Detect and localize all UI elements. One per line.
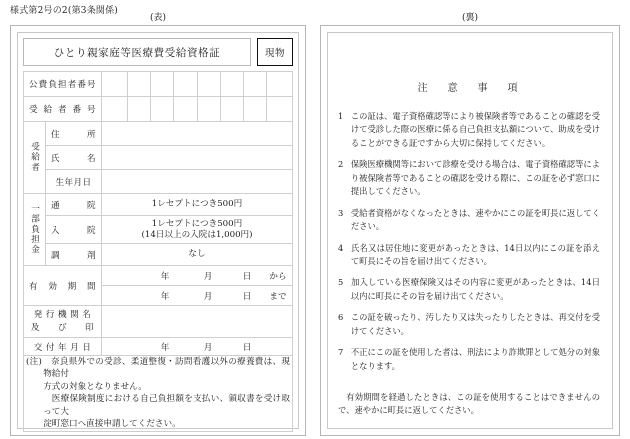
table-row-inpatient — [24, 216, 293, 244]
notice-item-number: 5 — [338, 277, 344, 288]
notice-tail: 有効期間を経過したときは、この証を使用することはできませんので、速やかに町長に返してください。 — [338, 392, 600, 416]
number-cell[interactable] — [104, 97, 127, 121]
issuer-value[interactable] — [102, 306, 293, 338]
number-cell[interactable] — [174, 97, 197, 121]
table-row-recipient-number — [24, 97, 293, 122]
table-row-dispensing — [24, 244, 293, 266]
notice-item-number: 3 — [338, 207, 344, 218]
footnote-line-4: 淀町窓口へ直接申請してください。 — [43, 419, 181, 430]
notice-item — [338, 158, 602, 198]
number-cell[interactable] — [244, 72, 267, 96]
number-cell[interactable] — [151, 97, 174, 121]
number-cell[interactable] — [197, 97, 220, 121]
from-token: から — [269, 271, 287, 282]
notice-item-text: この証は、電子資格確認等により被保険者等であることの確認を受けて受診した際の医療に係る自己負担支払額について、助成を受けることができる証ですから大切に保持してください。 — [350, 111, 600, 148]
table-row-valid-from — [24, 266, 293, 286]
number-cell[interactable] — [267, 72, 290, 96]
issue-date-label: 交 付 年 月 日 — [24, 338, 102, 356]
number-cell[interactable] — [127, 97, 150, 121]
table-row-issuer — [24, 306, 293, 338]
day-token: 日 — [242, 291, 252, 302]
notice-item-number: 4 — [338, 242, 344, 253]
number-cell[interactable] — [104, 72, 127, 96]
table-row-name — [24, 146, 293, 170]
outpatient-label: 通 院 — [46, 194, 102, 216]
notice-title: 注 意 事 項 — [417, 83, 523, 94]
issuer-label-line1: 発 行 機 関 名 — [33, 309, 92, 320]
valid-period-to[interactable] — [102, 286, 293, 306]
certificate-title: ひとり親家庭等医療費受給資格証 — [23, 38, 251, 66]
valid-period-from[interactable] — [102, 266, 293, 286]
month-token: 月 — [203, 271, 213, 282]
dispensing-value: なし — [102, 244, 293, 266]
table-row-address — [24, 122, 293, 146]
table-row-issue-date — [24, 338, 293, 356]
birthdate-value[interactable] — [102, 170, 293, 194]
issuer-label — [24, 306, 102, 338]
table-row-outpatient — [24, 194, 293, 216]
address-label: 住 所 — [46, 122, 102, 146]
notice-item-number: 2 — [338, 159, 344, 170]
notice-item — [338, 311, 602, 338]
notice-item-number: 6 — [338, 312, 344, 323]
notice-item-text: 受給者資格がなくなったときは、速やかにこの証を町長に返してください。 — [350, 207, 600, 232]
recipient-number-cells[interactable] — [102, 97, 293, 122]
recipient-group-label: 受給者 — [24, 122, 46, 194]
birthdate-label: 生年月日 — [46, 170, 102, 194]
notice-item — [338, 110, 602, 150]
inpatient-value — [102, 216, 293, 244]
footnote — [24, 356, 293, 432]
benefit-type-stamp: 現物 — [257, 38, 293, 66]
issue-date-value[interactable] — [102, 338, 293, 356]
name-label: 氏 名 — [46, 146, 102, 170]
notice-item-number: 1 — [338, 111, 344, 121]
inpatient-value-line2: (14日以上の入院は1,000円) — [141, 229, 253, 240]
notice-item — [338, 276, 602, 303]
number-cell[interactable] — [174, 72, 197, 96]
inpatient-value-line1: 1レセプトにつき500円 — [151, 218, 243, 229]
day-token: 日 — [242, 271, 252, 282]
number-cell[interactable] — [220, 97, 243, 121]
inpatient-label: 入 院 — [46, 216, 102, 244]
notice-item — [338, 207, 602, 234]
month-token: 月 — [203, 342, 213, 353]
number-cell[interactable] — [197, 72, 220, 96]
footnote-line-1: (注) 奈良県外での受診、柔道整復・訪問看護以外の療養費は、現物給付 — [26, 357, 290, 380]
back-card-outer — [320, 25, 620, 436]
notice-item-text: 不正にこの証を使用した者は、刑法により詐欺罪として処分の対象となります。 — [350, 347, 600, 371]
number-cell[interactable] — [220, 72, 243, 96]
year-token: 年 — [160, 342, 170, 353]
copay-group-label: 一部負担金 — [24, 194, 46, 266]
back-sheet — [320, 12, 620, 436]
year-token: 年 — [160, 291, 170, 302]
recipient-number-label: 受 給 者 番 号 — [24, 97, 102, 122]
footnote-line-3: 医療保険制度における自己負担額を支払い、領収書を受け取って大 — [43, 394, 290, 417]
form-number: 様式第2号の2(第3条関係) — [10, 6, 119, 16]
table-row-footnote — [24, 356, 293, 432]
notice-item-text: 保険医療機関等において診療を受ける場合は、電子資格確認等により被保険者等であることの確認を受ける際に、この証を必ず窓口に提出してください。 — [350, 159, 600, 197]
back-card-inner — [327, 32, 613, 429]
number-cell[interactable] — [151, 72, 174, 96]
front-card-inner — [17, 32, 299, 429]
front-sheet — [10, 12, 306, 436]
footnote-line-2: 方式の対象となりません。 — [43, 381, 147, 392]
front-side-label: (表) — [149, 13, 167, 23]
day-token: 日 — [242, 342, 252, 353]
number-cell[interactable] — [244, 97, 267, 121]
outpatient-value: 1レセプトにつき500円 — [102, 194, 293, 216]
to-token: まで — [269, 291, 287, 302]
front-card-outer — [10, 25, 306, 436]
issuer-label-line2: 及 び 印 — [31, 322, 94, 333]
certificate-table — [23, 71, 293, 432]
notice-item-text: この証を破ったり、汚したり又は失ったりしたときは、再交付を受けてください。 — [350, 312, 600, 336]
notice-item — [338, 346, 602, 373]
notice-item-number: 7 — [338, 347, 344, 358]
address-value[interactable] — [102, 122, 293, 146]
table-row-birthdate — [24, 170, 293, 194]
name-value[interactable] — [102, 146, 293, 170]
month-token: 月 — [203, 291, 213, 302]
year-token: 年 — [160, 271, 170, 282]
public-payer-number-label: 公費負担者番号 — [24, 72, 102, 97]
notice-item-text: 氏名又は居住地に変更があったときは、14日以内にこの証を添えて町長にその旨を届け出てください。 — [350, 242, 600, 266]
back-side-label: (裏) — [461, 13, 479, 23]
public-payer-number-cells[interactable] — [102, 72, 293, 97]
valid-period-label: 有 効 期 間 — [24, 266, 102, 306]
number-cell[interactable] — [267, 97, 290, 121]
certificate-title-row — [23, 38, 293, 66]
notice-item — [338, 242, 602, 269]
notice-item-text: 加入している医療保険又はその内容に変更があったときは、14日以内に町長にその旨を届け出てください。 — [350, 277, 600, 301]
table-row-public-payer-number — [24, 72, 293, 97]
number-cell[interactable] — [127, 72, 150, 96]
dispensing-label: 調 剤 — [46, 244, 102, 266]
